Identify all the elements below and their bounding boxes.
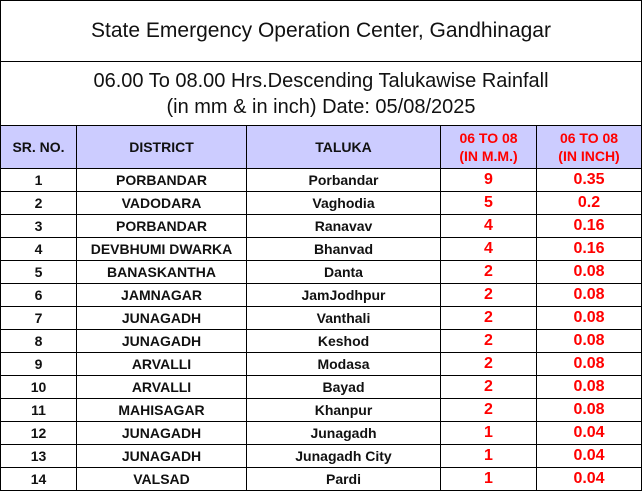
subtitle-line-2: (in mm & in inch) Date: 05/08/2025 xyxy=(166,95,476,118)
cell-sr-no: 12 xyxy=(1,422,77,445)
table-row xyxy=(1,238,642,261)
header-inch-line-2: (IN INCH) xyxy=(558,148,620,164)
cell-district: JUNAGADH xyxy=(77,445,247,468)
cell-sr-no: 9 xyxy=(1,353,77,376)
cell-rain-inch: 0.08 xyxy=(537,330,642,353)
table-row xyxy=(1,261,642,284)
cell-district: JAMNAGAR xyxy=(77,284,247,307)
cell-rain-mm: 2 xyxy=(441,353,537,376)
cell-sr-no: 6 xyxy=(1,284,77,307)
cell-rain-inch: 0.04 xyxy=(537,445,642,468)
cell-rain-inch: 0.08 xyxy=(537,353,642,376)
cell-sr-no: 1 xyxy=(1,169,77,192)
cell-taluka: Bhanvad xyxy=(247,238,441,261)
cell-district: JUNAGADH xyxy=(77,307,247,330)
table-row xyxy=(1,284,642,307)
cell-rain-mm: 1 xyxy=(441,422,537,445)
cell-rain-inch: 0.08 xyxy=(537,307,642,330)
table-row xyxy=(1,376,642,399)
column-header-row xyxy=(1,126,642,169)
cell-taluka: JamJodhpur xyxy=(247,284,441,307)
table-row xyxy=(1,399,642,422)
cell-taluka: Khanpur xyxy=(247,399,441,422)
cell-taluka: Junagadh City xyxy=(247,445,441,468)
cell-taluka: Keshod xyxy=(247,330,441,353)
report-subtitle xyxy=(1,62,642,126)
cell-rain-inch: 0.08 xyxy=(537,284,642,307)
cell-district: MAHISAGAR xyxy=(77,399,247,422)
header-district: DISTRICT xyxy=(77,126,247,169)
cell-sr-no: 10 xyxy=(1,376,77,399)
header-taluka: TALUKA xyxy=(247,126,441,169)
cell-rain-inch: 0.16 xyxy=(537,238,642,261)
cell-rain-inch: 0.08 xyxy=(537,399,642,422)
cell-rain-mm: 4 xyxy=(441,215,537,238)
table-row xyxy=(1,445,642,468)
cell-rain-mm: 4 xyxy=(441,238,537,261)
table-row xyxy=(1,468,642,491)
header-sr-no: SR. NO. xyxy=(1,126,77,169)
cell-district: BANASKANTHA xyxy=(77,261,247,284)
cell-rain-mm: 2 xyxy=(441,330,537,353)
subtitle-line-1: 06.00 To 08.00 Hrs.Descending Talukawise Rainfall xyxy=(93,69,549,92)
cell-rain-mm: 5 xyxy=(441,192,537,215)
cell-district: VALSAD xyxy=(77,468,247,491)
table-row xyxy=(1,353,642,376)
cell-taluka: Modasa xyxy=(247,353,441,376)
cell-sr-no: 4 xyxy=(1,238,77,261)
cell-sr-no: 2 xyxy=(1,192,77,215)
cell-rain-inch: 0.04 xyxy=(537,422,642,445)
cell-rain-inch: 0.35 xyxy=(537,169,642,192)
cell-taluka: Ranavav xyxy=(247,215,441,238)
table-row xyxy=(1,192,642,215)
cell-taluka: Porbandar xyxy=(247,169,441,192)
cell-rain-mm: 2 xyxy=(441,284,537,307)
table-row xyxy=(1,330,642,353)
header-mm xyxy=(441,126,537,169)
cell-district: JUNAGADH xyxy=(77,330,247,353)
cell-rain-mm: 1 xyxy=(441,468,537,491)
cell-sr-no: 3 xyxy=(1,215,77,238)
cell-rain-mm: 2 xyxy=(441,261,537,284)
cell-sr-no: 13 xyxy=(1,445,77,468)
cell-rain-mm: 2 xyxy=(441,376,537,399)
cell-rain-inch: 0.16 xyxy=(537,215,642,238)
table-row xyxy=(1,169,642,192)
table-row xyxy=(1,422,642,445)
cell-rain-inch: 0.2 xyxy=(537,192,642,215)
cell-district: JUNAGADH xyxy=(77,422,247,445)
cell-rain-inch: 0.08 xyxy=(537,376,642,399)
cell-district: PORBANDAR xyxy=(77,169,247,192)
cell-sr-no: 8 xyxy=(1,330,77,353)
cell-district: PORBANDAR xyxy=(77,215,247,238)
table-body xyxy=(1,169,642,491)
cell-rain-inch: 0.08 xyxy=(537,261,642,284)
cell-sr-no: 11 xyxy=(1,399,77,422)
cell-taluka: Bayad xyxy=(247,376,441,399)
cell-rain-mm: 2 xyxy=(441,307,537,330)
cell-rain-mm: 9 xyxy=(441,169,537,192)
cell-sr-no: 7 xyxy=(1,307,77,330)
cell-rain-mm: 1 xyxy=(441,445,537,468)
cell-rain-inch: 0.04 xyxy=(537,468,642,491)
table-row xyxy=(1,215,642,238)
header-inch-line-1: 06 TO 08 xyxy=(559,130,619,146)
cell-taluka: Vaghodia xyxy=(247,192,441,215)
report-title: State Emergency Operation Center, Gandhinagar xyxy=(1,1,642,62)
table-row xyxy=(1,307,642,330)
cell-taluka: Pardi xyxy=(247,468,441,491)
cell-rain-mm: 2 xyxy=(441,399,537,422)
cell-taluka: Danta xyxy=(247,261,441,284)
cell-district: ARVALLI xyxy=(77,376,247,399)
cell-district: VADODARA xyxy=(77,192,247,215)
cell-sr-no: 5 xyxy=(1,261,77,284)
cell-district: ARVALLI xyxy=(77,353,247,376)
cell-taluka: Junagadh xyxy=(247,422,441,445)
cell-district: DEVBHUMI DWARKA xyxy=(77,238,247,261)
cell-sr-no: 14 xyxy=(1,468,77,491)
cell-taluka: Vanthali xyxy=(247,307,441,330)
header-mm-line-1: 06 TO 08 xyxy=(459,130,518,146)
header-inch xyxy=(537,126,642,169)
header-mm-line-2: (IN M.M.) xyxy=(459,148,518,164)
